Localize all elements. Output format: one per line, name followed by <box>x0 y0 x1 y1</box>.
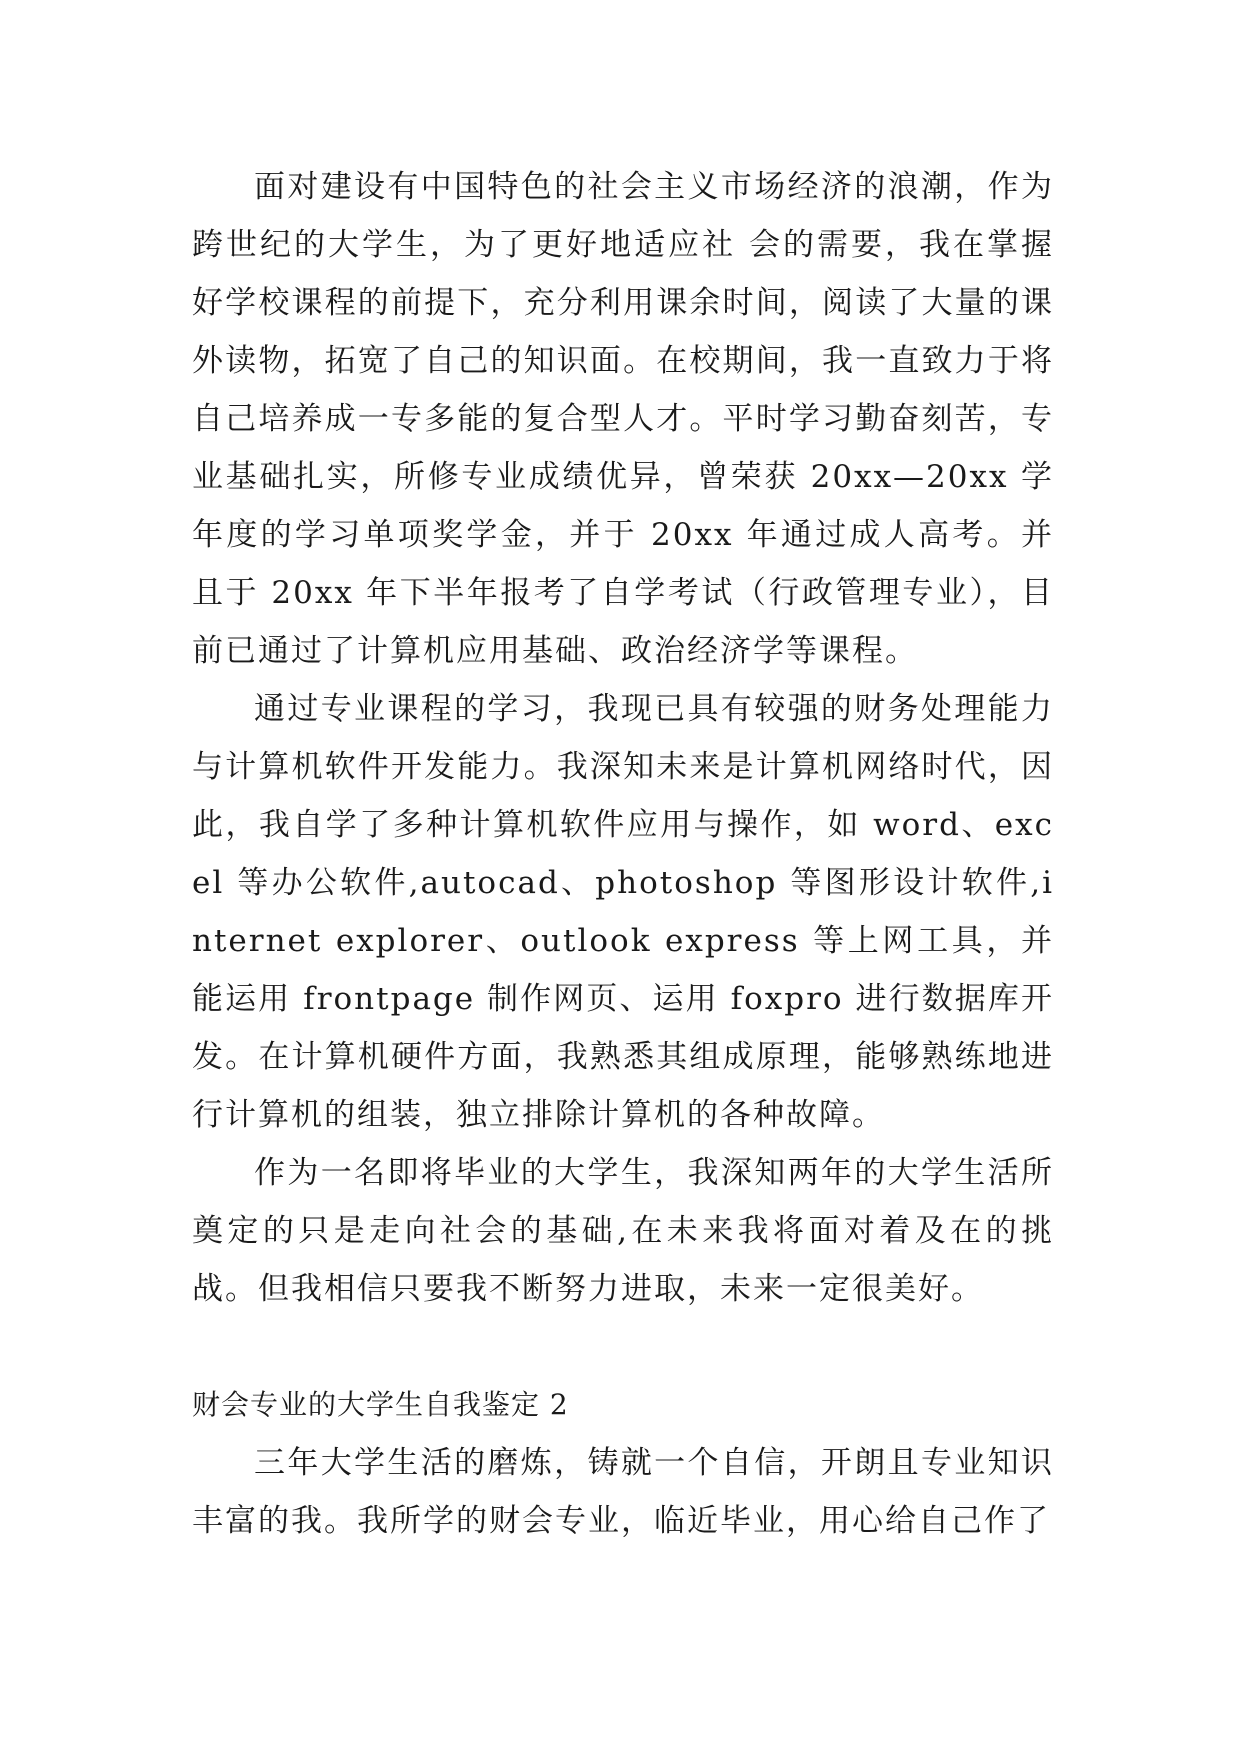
paragraph-1: 面对建设有中国特色的社会主义市场经济的浪潮，作为跨世纪的大学生，为了更好地适应社 会的需要，我在掌握好学校课程的前提下，充分利用课余时间，阅读了大量的课外读物，拓宽了自己的知识面。在校期间，我一直致力于将自己培养成一专多能的复合型人才。平时学习勤奋刻苦，专业基础扎实，所修专业成绩优异，曾荣获 20xx—20xx 学年度的学习单项奖学金，并于 20xx 年通过成人高考。并且于 20xx 年下半年报考了自学考试（行政管理专业），目前已通过了计算机应用基础、政治经济学等课程。 <box>192 169 1054 669</box>
paragraph-2: 通过专业课程的学习，我现已具有较强的财务处理能力与计算机软件开发能力。我深知未来是计算机网络时代，因此，我自学了多种计算机软件应用与操作，如 word、excel 等办公软件,autocad、photoshop 等图形设计软件,internet explorer、outlook express 等上网工具，并能运用 frontpage 制作网页、运用 foxpro 进行数据库开发。在计算机硬件方面，我熟悉其组成原理，能够熟练地进行计算机的组装，独立排除计算机的各种故障。 <box>192 691 1054 1133</box>
section-paragraph-1: 三年大学生活的磨炼，铸就一个自信，开朗且专业知识丰富的我。我所学的财会专业，临近毕业，用心给自己作了 <box>192 1445 1054 1539</box>
paragraph-3: 作为一名即将毕业的大学生，我深知两年的大学生活所奠定的只是走向社会的基础,在未来我将面对着及在的挑战。但我相信只要我不断努力进取，未来一定很美好。 <box>192 1155 1054 1307</box>
section-heading: 财会专业的大学生自我鉴定 2 <box>192 1388 569 1421</box>
document-page <box>192 158 1054 1550</box>
